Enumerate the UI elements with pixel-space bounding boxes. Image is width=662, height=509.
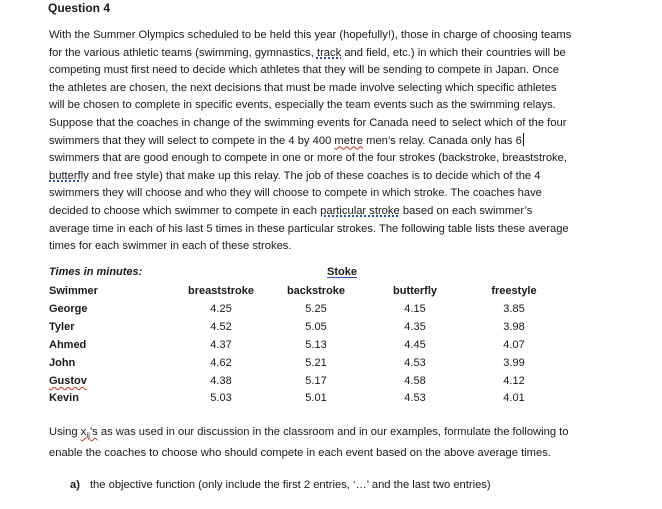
swimmer-name: Gustov — [49, 375, 87, 387]
question-part-a — [70, 479, 491, 491]
time-cell: 5.01 — [305, 392, 327, 404]
part-label: a) — [70, 479, 80, 491]
spelling-flag[interactable]: metre — [334, 134, 364, 147]
text-line: Suppose that the coaches in change of the swimming events for Canada need to select which of the four — [49, 116, 567, 129]
swimmer-name: Ahmed — [49, 339, 87, 351]
time-cell: 4.45 — [404, 339, 426, 351]
time-cell: 3.99 — [503, 357, 525, 369]
time-cell: 4.07 — [503, 339, 525, 351]
time-cell: 4.15 — [404, 303, 426, 315]
time-cell: 4.38 — [210, 375, 232, 387]
time-cell: 3.98 — [503, 321, 525, 333]
time-cell: 4.12 — [503, 375, 525, 387]
header-breaststroke: breaststroke — [187, 285, 255, 297]
part-text: the objective function (only include the first 2 entries, ‘…’ and the last two entries) — [89, 479, 491, 491]
time-cell: 3.85 — [503, 303, 525, 315]
text-line: enable the coaches to choose who should compete in each event based on the above average times. — [49, 446, 551, 459]
grammar-flag[interactable]: butterfly — [49, 169, 89, 182]
text-line: Using $x_{ij}’s$ as was used in our discussion in the classroom and in our examples, formulate the following to — [49, 426, 569, 441]
table-row — [49, 339, 629, 355]
time-cell: 4.52 — [210, 321, 232, 333]
grammar-flag[interactable]: particular stroke — [320, 204, 400, 217]
table-row — [49, 303, 629, 319]
stroke-group-header: Stoke — [327, 266, 357, 278]
time-cell: 5.13 — [305, 339, 327, 351]
table-caption: Times in minutes: — [49, 266, 143, 278]
time-cell: 5.03 — [210, 392, 232, 404]
table-row — [49, 375, 629, 391]
text-line: butterfly and free style) that make up this relay. The job of these coaches is to decide which of the 4 — [49, 169, 541, 182]
text-line: average time in each of his last 5 times in these particular strokes. The following table lists these average — [49, 222, 569, 235]
swimmer-name: George — [49, 303, 88, 315]
text-line: swimmers that they will select to compete in the 4 by 400 metre men’s relay. Canada only has 6 — [49, 134, 522, 147]
table-row — [49, 321, 629, 337]
text-line: With the Summer Olympics scheduled to be held this year (hopefully!), those in charge of choosing teams — [49, 29, 572, 41]
time-cell: 4.53 — [404, 392, 426, 404]
time-cell: 4.25 — [210, 303, 232, 315]
time-cell: 4.35 — [404, 321, 426, 333]
text-line: will be chosen to complete in specific events, especially the team events such as the swimming relays. — [49, 99, 556, 112]
text-line: the athletes are chosen, the next decisions that must be made involve selecting which specific athletes — [49, 81, 557, 94]
text-cursor — [523, 133, 524, 146]
table-row — [49, 392, 629, 408]
text-line: competing must first need to decide which athletes that they will be sending to compete in Japan. Once — [49, 64, 559, 77]
spelling-flag[interactable]: $x_{ij}’s$ — [80, 426, 98, 441]
time-cell: 4.62 — [210, 357, 232, 369]
grammar-flag[interactable]: track — [316, 46, 342, 59]
time-cell: 4.58 — [404, 375, 426, 387]
table-header-row — [49, 285, 629, 301]
text-line: swimmers they will choose and who they will choose to compete in which stroke. The coaches have — [49, 187, 542, 200]
table-row — [49, 357, 629, 373]
swimmer-name: John — [49, 357, 76, 369]
time-cell: 5.17 — [305, 375, 327, 387]
problem-paragraph — [49, 27, 629, 256]
question-title: Question 4 — [48, 1, 111, 15]
swimmer-name: Tyler — [49, 321, 75, 333]
time-cell: 5.05 — [305, 321, 327, 333]
time-cell: 4.37 — [210, 339, 232, 351]
header-swimmer: Swimmer — [49, 285, 98, 297]
time-cell: 5.21 — [305, 357, 327, 369]
swimmer-name: Kevin — [49, 392, 79, 404]
time-cell: 4.01 — [503, 392, 525, 404]
header-backstroke: backstroke — [286, 285, 346, 297]
time-cell: 4.53 — [404, 357, 426, 369]
text-line: for the various athletic teams (swimming, gymnastics, track and field, etc.) in which their countries will be — [49, 46, 566, 59]
header-freestyle: freestyle — [491, 285, 537, 297]
text-line: times for each swimmer in each of these strokes. — [49, 240, 292, 253]
time-cell: 5.25 — [305, 303, 327, 315]
header-butterfly: butterfly — [393, 285, 437, 297]
text-line: decided to choose which swimmer to compete in each particular stroke based on each swimmer’s — [49, 204, 533, 217]
table-caption-row — [49, 266, 629, 282]
instruction-paragraph — [49, 424, 629, 462]
text-line: swimmers that are good enough to compete in one or more of the four strokes (backstroke, breaststroke, — [49, 152, 567, 165]
